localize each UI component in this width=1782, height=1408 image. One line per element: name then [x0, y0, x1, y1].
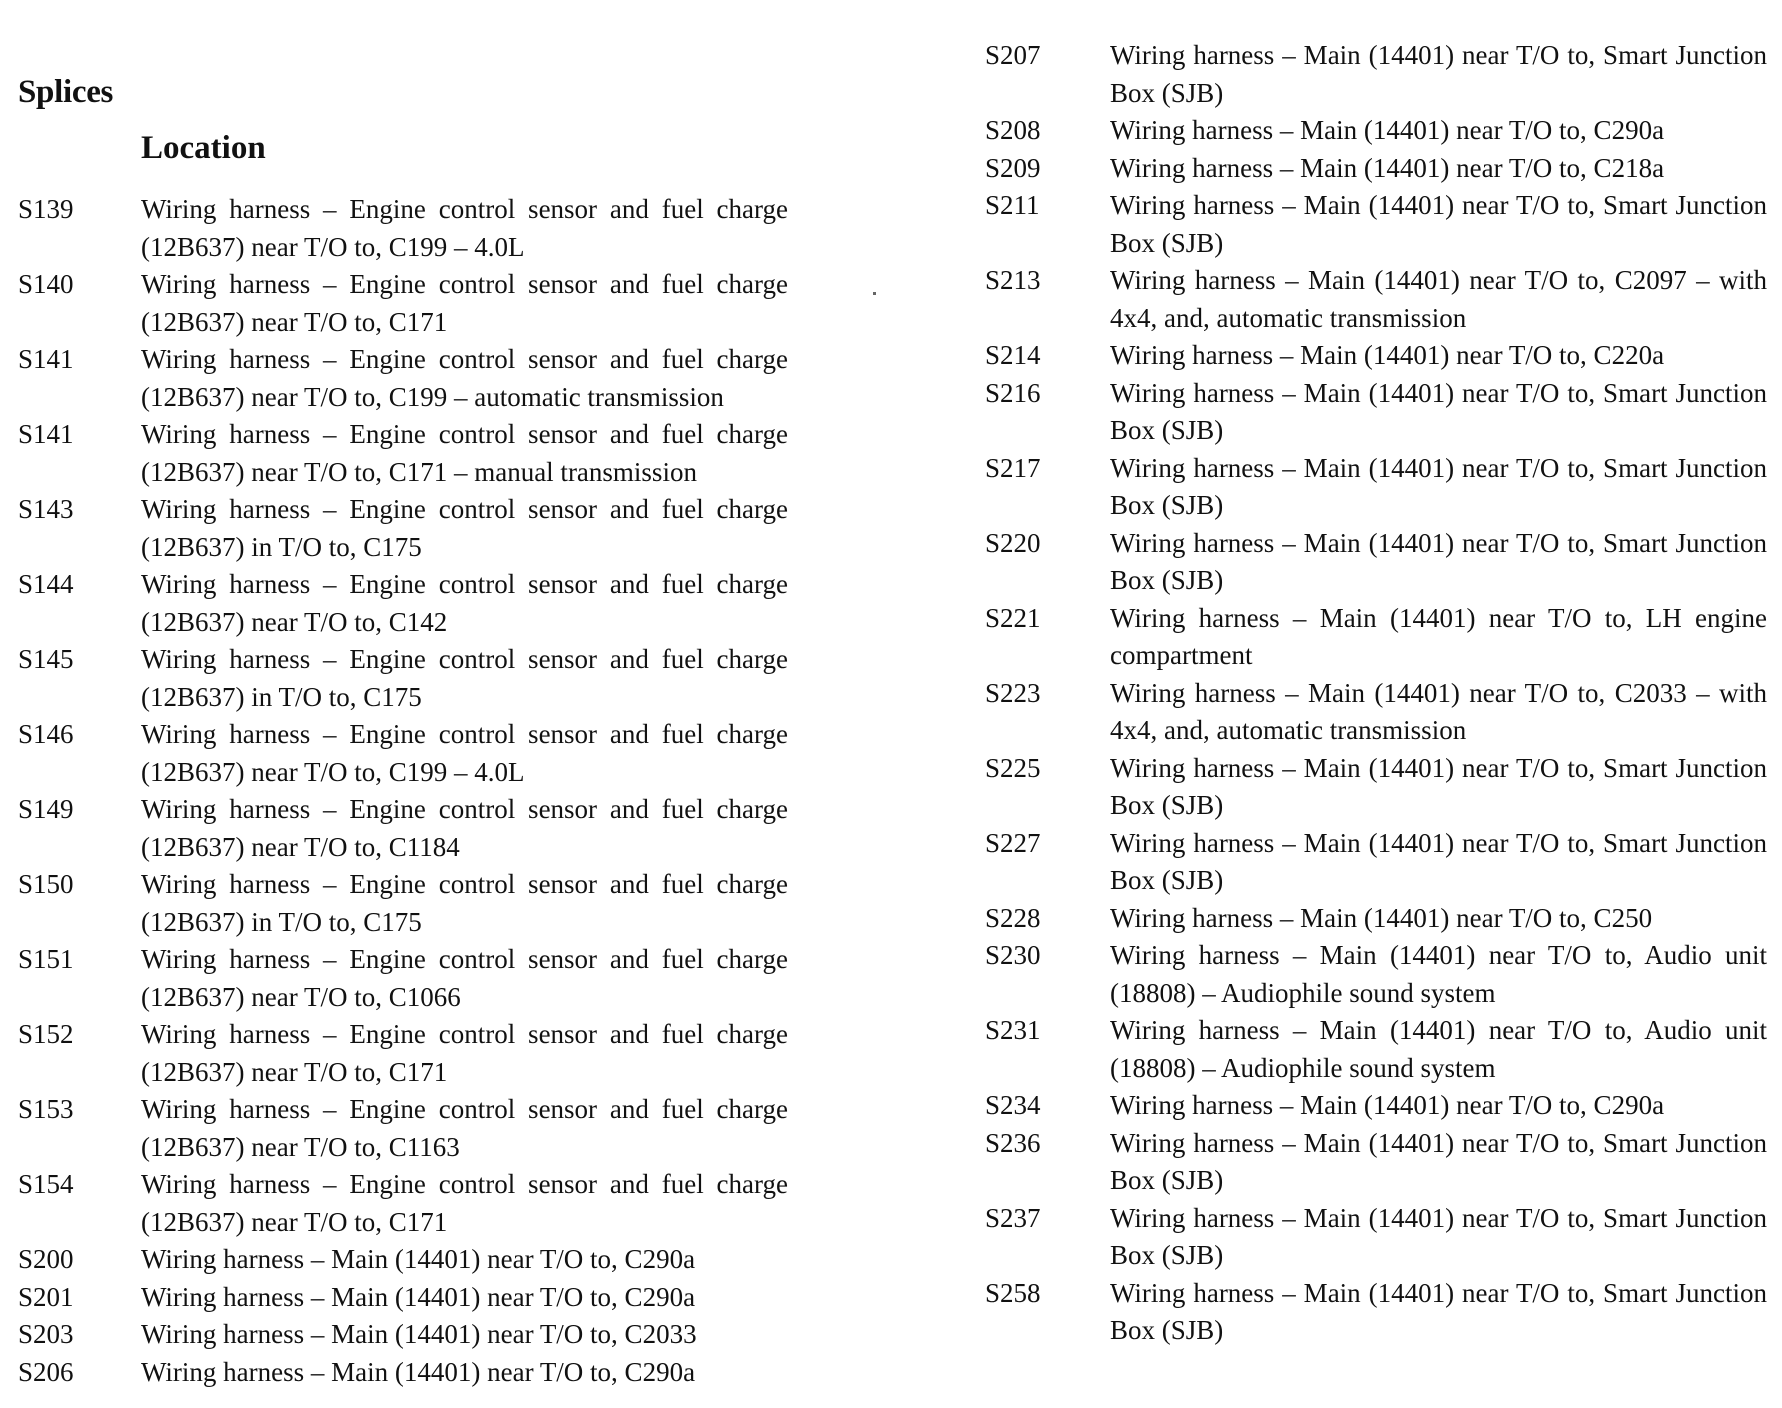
splice-entry	[18, 341, 788, 416]
splice-location: Wiring harness – Main (14401) near T/O to, C290a	[141, 1281, 696, 1312]
splice-location: Wiring harness – Main (14401) near T/O to, Smart Junction Box (SJB)	[1110, 1202, 1767, 1270]
splice-entry	[985, 937, 1767, 1012]
splice-code: S206	[18, 1356, 74, 1387]
splice-location: Wiring harness – Main (14401) near T/O to, Smart Junction Box (SJB)	[1110, 190, 1767, 258]
splice-entry	[985, 1087, 1767, 1125]
splice-entry	[985, 150, 1767, 188]
splice-code: S203	[18, 1319, 74, 1349]
splice-code: S237	[985, 1202, 1041, 1233]
splice-entry	[18, 716, 788, 791]
splice-code: S201	[18, 1281, 74, 1312]
splice-location: Wiring harness – Engine control sensor and fuel charge (12B637) near T/O to, C1163	[141, 1094, 788, 1162]
splice-location: Wiring harness – Engine control sensor and fuel charge (12B637) near T/O to, C1184	[141, 794, 788, 862]
splice-code: S227	[985, 827, 1041, 858]
splice-entry	[985, 187, 1767, 262]
splice-code: S225	[985, 752, 1041, 783]
splice-entry	[18, 1091, 788, 1166]
splice-location: Wiring harness – Main (14401) near T/O to, C290a	[141, 1356, 696, 1387]
splice-code: S141	[18, 419, 74, 449]
splice-entry	[18, 1279, 788, 1317]
splice-code: S213	[985, 265, 1041, 295]
splice-code: S214	[985, 340, 1041, 370]
splice-code: S208	[985, 115, 1041, 145]
splice-code: S228	[985, 902, 1041, 933]
splice-location: Wiring harness – Engine control sensor and fuel charge (12B637) near T/O to, C199 – automatic transmission	[141, 344, 788, 412]
splice-code: S145	[18, 644, 74, 674]
splice-code: S146	[18, 719, 74, 749]
right-entry-list	[985, 37, 1767, 1350]
splice-code: S207	[985, 40, 1041, 70]
splice-entry	[985, 337, 1767, 375]
splice-entry	[18, 416, 788, 491]
splice-entry	[18, 266, 788, 341]
splice-entry	[18, 191, 788, 266]
splice-code: S144	[18, 569, 74, 599]
splice-entry	[18, 1354, 788, 1392]
splice-location: Wiring harness – Engine control sensor and fuel charge (12B637) in T/O to, C175	[141, 869, 788, 937]
splice-location: Wiring harness – Main (14401) near T/O to, C218a	[1110, 152, 1665, 183]
splice-entry	[18, 491, 788, 566]
splice-entry	[18, 791, 788, 866]
splice-code: S231	[985, 1015, 1041, 1045]
splice-code: S149	[18, 794, 74, 824]
splice-entry	[985, 600, 1767, 675]
splice-entry	[18, 1166, 788, 1241]
splice-code: S216	[985, 377, 1041, 408]
splice-location: Wiring harness – Main (14401) near T/O to, Smart Junction Box (SJB)	[1110, 40, 1767, 108]
splice-location: Wiring harness – Engine control sensor and fuel charge (12B637) near T/O to, C199 – 4.0L	[141, 719, 788, 787]
section-title: Splices	[18, 74, 114, 110]
splice-location: Wiring harness – Main (14401) near T/O to, Smart Junction Box (SJB)	[1110, 527, 1767, 595]
splice-location: Wiring harness – Main (14401) near T/O to, Smart Junction Box (SJB)	[1110, 827, 1767, 895]
splice-location: Wiring harness – Main (14401) near T/O to, C290a	[1110, 115, 1665, 145]
splice-entry	[985, 750, 1767, 825]
location-column-header: Location	[141, 130, 266, 166]
splice-entry	[985, 1275, 1767, 1350]
splice-entry	[18, 1241, 788, 1279]
left-entry-list	[18, 191, 788, 1391]
splice-location: Wiring harness – Main (14401) near T/O to, Audio unit (18808) – Audiophile sound system	[1110, 1015, 1767, 1083]
splice-location: Wiring harness – Engine control sensor and fuel charge (12B637) near T/O to, C171	[141, 1019, 788, 1087]
splice-entry	[18, 941, 788, 1016]
splice-entry	[18, 641, 788, 716]
splice-location: Wiring harness – Engine control sensor and fuel charge (12B637) near T/O to, C171	[141, 269, 788, 337]
splice-entry	[985, 1200, 1767, 1275]
splice-location: Wiring harness – Main (14401) near T/O to, Smart Junction Box (SJB)	[1110, 1277, 1767, 1345]
splice-entry	[18, 1316, 788, 1354]
splice-code: S234	[985, 1090, 1041, 1120]
splice-location: Wiring harness – Engine control sensor and fuel charge (12B637) in T/O to, C175	[141, 494, 788, 562]
splice-location: Wiring harness – Engine control sensor and fuel charge (12B637) near T/O to, C171 – manual transmission	[141, 419, 788, 487]
splice-location: Wiring harness – Engine control sensor and fuel charge (12B637) near T/O to, C171	[141, 1169, 788, 1237]
splice-code: S236	[985, 1127, 1041, 1158]
splice-entry	[18, 866, 788, 941]
splice-code: S139	[18, 194, 74, 224]
splice-code: S211	[985, 190, 1040, 220]
splice-entry	[985, 675, 1767, 750]
splice-location: Wiring harness – Engine control sensor and fuel charge (12B637) in T/O to, C175	[141, 644, 788, 712]
splice-entry	[985, 1125, 1767, 1200]
splice-location: Wiring harness – Main (14401) near T/O to, Smart Junction Box (SJB)	[1110, 452, 1767, 520]
splice-code: S258	[985, 1277, 1041, 1308]
splice-code: S220	[985, 527, 1041, 558]
splice-code: S150	[18, 869, 74, 899]
splice-location: Wiring harness – Main (14401) near T/O to, C2033	[141, 1319, 697, 1349]
stray-dot	[873, 292, 876, 295]
splice-code: S221	[985, 602, 1041, 633]
splice-location: Wiring harness – Main (14401) near T/O to, C2097 – with 4x4, and, automatic transmission	[1110, 265, 1767, 333]
splice-location: Wiring harness – Main (14401) near T/O to, Smart Junction Box (SJB)	[1110, 1127, 1767, 1195]
splice-location: Wiring harness – Main (14401) near T/O to, Smart Junction Box (SJB)	[1110, 752, 1767, 820]
splice-entry	[985, 525, 1767, 600]
splice-location: Wiring harness – Engine control sensor and fuel charge (12B637) near T/O to, C142	[141, 569, 788, 637]
splice-location: Wiring harness – Main (14401) near T/O to, Audio unit (18808) – Audiophile sound system	[1110, 940, 1767, 1008]
splice-code: S200	[18, 1244, 74, 1274]
splice-code: S209	[985, 152, 1041, 183]
splice-entry	[18, 566, 788, 641]
splice-code: S140	[18, 269, 74, 299]
splice-entry	[985, 112, 1767, 150]
splice-code: S141	[18, 344, 74, 374]
splice-code: S230	[985, 940, 1041, 970]
splice-code: S154	[18, 1169, 74, 1199]
splice-code: S153	[18, 1094, 74, 1124]
splice-location: Wiring harness – Main (14401) near T/O to, C2033 – with 4x4, and, automatic transmission	[1110, 677, 1767, 745]
splice-location: Wiring harness – Engine control sensor and fuel charge (12B637) near T/O to, C1066	[141, 944, 788, 1012]
splice-entry	[985, 1012, 1767, 1087]
splice-location: Wiring harness – Main (14401) near T/O to, Smart Junction Box (SJB)	[1110, 377, 1767, 445]
splice-code: S152	[18, 1019, 74, 1049]
splice-code: S217	[985, 452, 1041, 483]
splice-location: Wiring harness – Main (14401) near T/O to, C290a	[1110, 1090, 1665, 1120]
splice-location: Wiring harness – Main (14401) near T/O to, C290a	[141, 1244, 696, 1274]
splice-entry	[985, 375, 1767, 450]
splice-entry	[985, 900, 1767, 938]
splice-entry	[985, 450, 1767, 525]
splice-code: S143	[18, 494, 74, 524]
splice-code: S151	[18, 944, 74, 974]
splice-location: Wiring harness – Main (14401) near T/O to, C250	[1110, 902, 1653, 933]
splice-entry	[985, 262, 1767, 337]
splice-entry	[985, 37, 1767, 112]
splice-entry	[985, 825, 1767, 900]
splice-location: Wiring harness – Main (14401) near T/O to, C220a	[1110, 340, 1665, 370]
splice-location: Wiring harness – Main (14401) near T/O to, LH engine compartment	[1110, 602, 1767, 670]
splice-location: Wiring harness – Engine control sensor and fuel charge (12B637) near T/O to, C199 – 4.0L	[141, 194, 788, 262]
splice-code: S223	[985, 677, 1041, 708]
splice-entry	[18, 1016, 788, 1091]
